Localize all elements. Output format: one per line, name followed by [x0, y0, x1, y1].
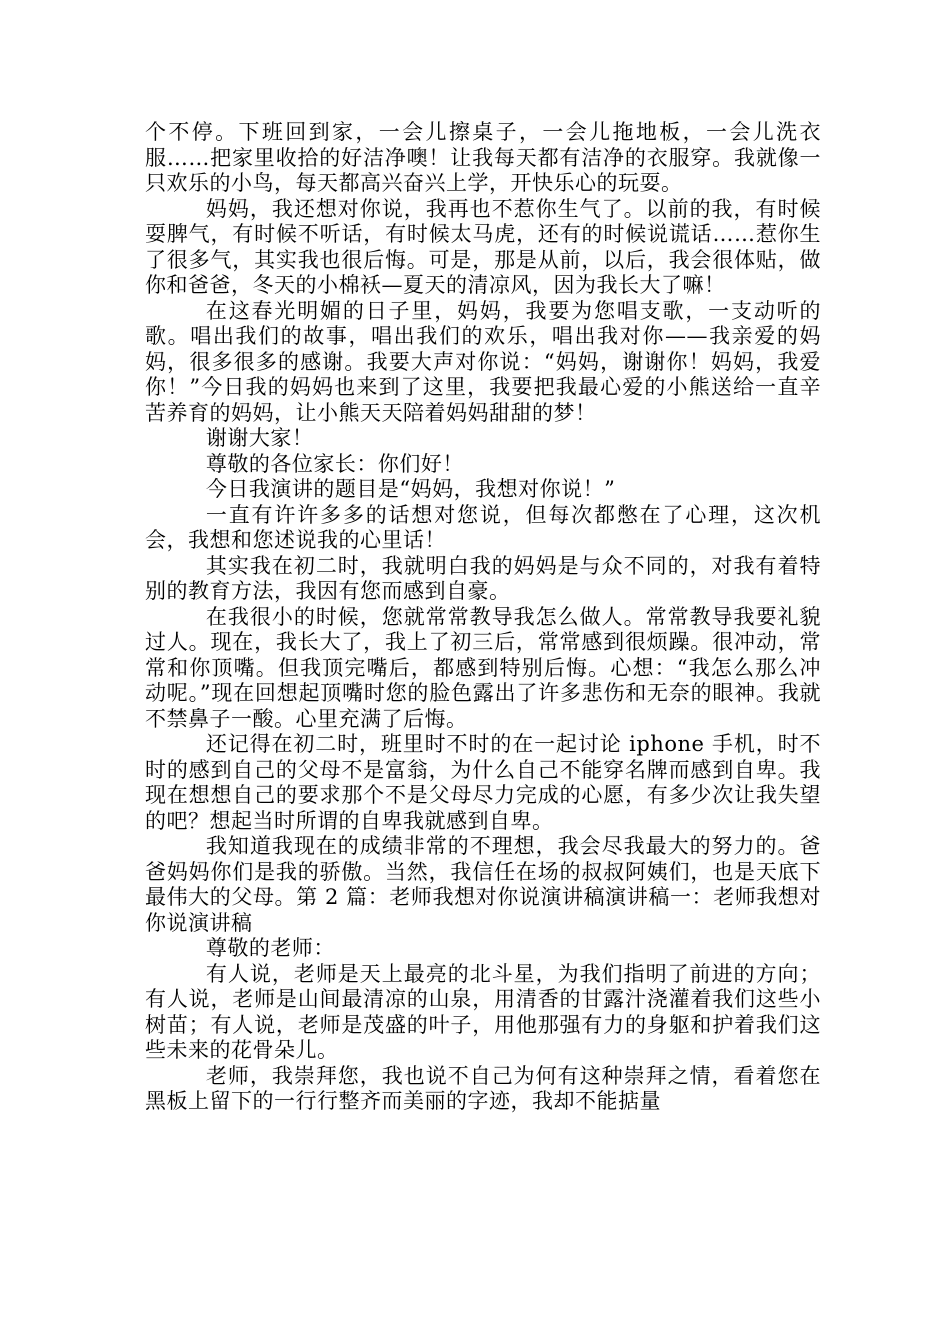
paragraph-10: 还记得在初二时，班里时不时的在一起讨论 iphone 手机，时不时的感到自己的父母不是富翁，为什么自己不能穿名牌而感到自卑。我现在想想自己的要求那个不是父母尽力完成的心愿，有多少次让我失望的吧？想起当时所谓的自卑我就感到自卑。	[145, 732, 821, 833]
document-page	[145, 120, 821, 1115]
paragraph-3: 在这春光明媚的日子里，妈妈，我要为您唱支歌，一支动听的歌。唱出我们的故事，唱出我们的欢乐，唱出我对你——我亲爱的妈妈，很多很多的感谢。我要大声对你说：“妈妈，谢谢你！妈妈，我爱你！”今日我的妈妈也来到了这里，我要把我最心爱的小熊送给一直辛苦养育的妈妈，让小熊天天陪着妈妈甜甜的梦！	[145, 298, 821, 425]
paragraph-1: 个不停。下班回到家，一会儿擦桌子，一会儿拖地板，一会儿洗衣服……把家里收拾的好洁净噢！让我每天都有洁净的衣服穿。我就像一只欢乐的小鸟，每天都高兴奋兴上学，开快乐心的玩耍。	[145, 120, 821, 195]
paragraph-6: 今日我演讲的题目是“妈妈，我想对你说！”	[205, 477, 616, 501]
paragraph-5: 尊敬的各位家长：你们好！	[205, 451, 464, 476]
paragraph-2: 妈妈，我还想对你说，我再也不惹你生气了。以前的我，有时候耍脾气，有时候不听话，有时候太马虎，还有的时候说谎话……惹你生了很多气，其实我也很后悔。可是，那是从前，以后，我会很体贴，做你和爸爸，冬天的小棉袄—夏天的清凉风，因为我长大了嘛！	[145, 196, 821, 297]
paragraph-8: 其实我在初二时，我就明白我的妈妈是与众不同的，对我有着特别的教育方法，我因有您而感到自豪。	[145, 553, 821, 603]
paragraph-12: 尊敬的老师：	[205, 936, 335, 960]
paragraph-14: 老师，我崇拜您，我也说不自己为何有这种崇拜之情，看着您在黑板上留下的一行行整齐而美丽的字迹，我却不能掂量	[145, 1063, 821, 1113]
paragraph-11: 我知道我现在的成绩非常的不理想，我会尽我最大的努力的。爸爸妈妈你们是我的骄傲。当然，我信任在场的叔叔阿姨们，也是天底下最伟大的父母。第 2 篇：老师我想对你说演讲稿演讲稿一：老师我想对你说演讲稿	[145, 834, 821, 935]
paragraph-13: 有人说，老师是天上最亮的北斗星，为我们指明了前进的方向；有人说，老师是山间最清凉的山泉，用清香的甘露汁浇灌着我们这些小树苗；有人说，老师是茂盛的叶子，用他那强有力的身躯和护着我们这些未来的花骨朵儿。	[145, 961, 821, 1062]
paragraph-7: 一直有许许多多的话想对您说，但每次都憋在了心理，这次机会，我想和您述说我的心里话！	[145, 502, 821, 552]
paragraph-4: 谢谢大家！	[205, 426, 314, 450]
paragraph-9: 在我很小的时候，您就常常教导我怎么做人。常常教导我要礼貌过人。现在，我长大了，我上了初三后，常常感到很烦躁。很冲动，常常和你顶嘴。但我顶完嘴后，都感到特别后悔。心想：“我怎么那么冲动呢。”现在回想起顶嘴时您的脸色露出了许多悲伤和无奈的眼神。我就不禁鼻子一酸。心里充满了后悔。	[145, 604, 821, 731]
